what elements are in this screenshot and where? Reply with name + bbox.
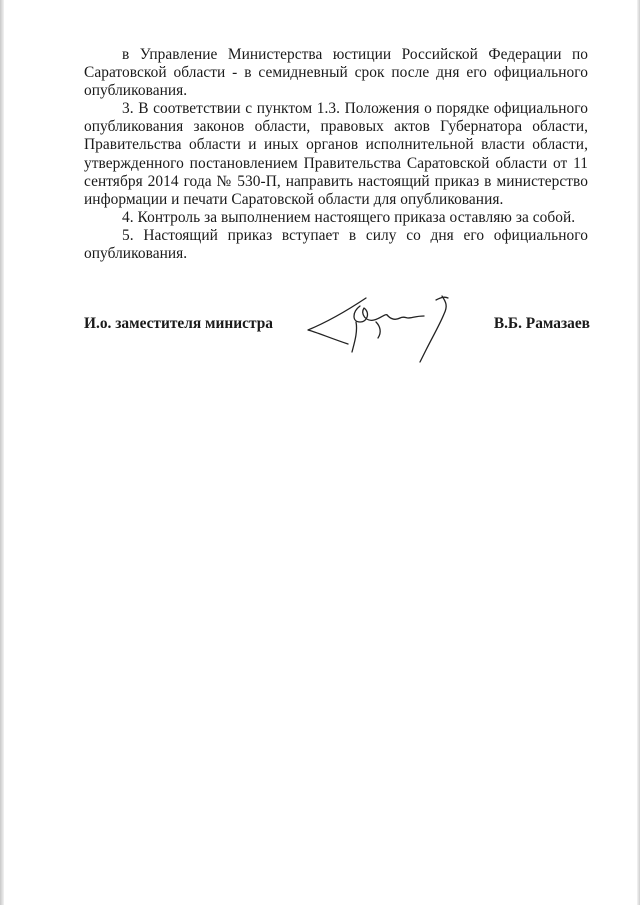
- paragraph-item-5: 5. Настоящий приказ вступает в силу со дня его официального опубликования.: [84, 226, 588, 263]
- signatory-name: В.Б. Рамазаев: [493, 315, 590, 332]
- signature-block: [84, 292, 590, 372]
- scan-edge-left: [0, 0, 4, 905]
- paragraph-continuation: в Управление Министерства юстиции Российской Федерации по Саратовской области - в семидневный срок после дня его официального опубликования.: [84, 46, 588, 100]
- paragraph-item-4: 4. Контроль за выполнением настоящего приказа оставляю за собой.: [122, 208, 576, 226]
- signatory-position: И.о. заместителя министра: [84, 315, 273, 332]
- handwritten-signature: [296, 292, 466, 370]
- paragraph-item-3: 3. В соответствии с пунктом 1.3. Положения о порядке официального опубликования законов области, правовых актов Губернатора области, Правительства области и иных органов исполнительной власти области, утвержденного постановлением Правительства Саратовской области от 11 сентября 2014 года № 530-П, направить настоящий приказ в министерство информации и печати Саратовской области для опубликования.: [84, 100, 588, 208]
- document-body: [84, 46, 588, 263]
